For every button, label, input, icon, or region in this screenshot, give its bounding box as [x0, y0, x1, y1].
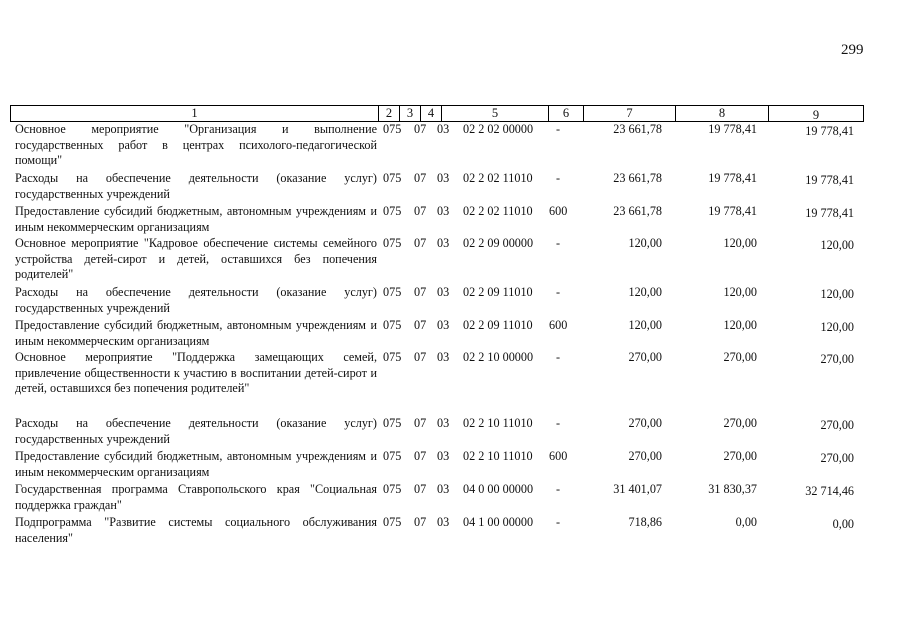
cell-col8: 270,00	[723, 449, 757, 463]
header-col-3: 3	[406, 106, 414, 120]
cell-col5: 02 2 02 00000	[463, 122, 534, 136]
cell-col8: 120,00	[723, 285, 757, 299]
cell-col2: 075	[383, 122, 402, 136]
cell-col8: 31 830,37	[708, 482, 757, 496]
cell-col8: 270,00	[723, 416, 757, 430]
cell-col7: 23 661,78	[613, 204, 662, 218]
cell-col3: 07	[414, 318, 427, 332]
cell-col2: 075	[383, 285, 402, 299]
cell-col3: 07	[414, 285, 427, 299]
header-col-5: 5	[491, 106, 499, 120]
cell-col7: 120,00	[628, 285, 662, 299]
cell-col3: 07	[414, 515, 427, 529]
header-col-2: 2	[385, 106, 393, 120]
cell-col5: 02 2 10 11010	[463, 416, 533, 430]
cell-col4: 03	[437, 449, 450, 463]
cell-col2: 075	[383, 416, 402, 430]
cell-col4: 03	[437, 236, 450, 250]
row-description: Предоставление субсидий бюджетным, автономным учреждениям и иным некоммерческим организациям	[15, 449, 377, 479]
page-number: 299	[841, 42, 864, 58]
cell-col7: 120,00	[628, 236, 662, 250]
row-description: Основное мероприятие "Кадровое обеспечение системы семейного устройства детей-сирот и детей, оставшихся без попечения родителей"	[15, 236, 377, 281]
row-description: Подпрограмма "Развитие системы социального обслуживания населения"	[15, 515, 377, 545]
cell-col3: 07	[414, 236, 427, 250]
cell-col9: 19 778,41	[805, 173, 854, 187]
cell-col6: -	[556, 236, 561, 250]
cell-col5: 04 1 00 00000	[463, 515, 534, 529]
cell-col9: 19 778,41	[805, 124, 854, 138]
cell-col5: 02 2 10 11010	[463, 449, 533, 463]
cell-col6: -	[556, 350, 561, 364]
cell-col6: -	[556, 416, 561, 430]
cell-col4: 03	[437, 204, 450, 218]
cell-col8: 19 778,41	[708, 171, 757, 185]
cell-col2: 075	[383, 236, 402, 250]
cell-col6: 600	[549, 318, 568, 332]
header-col-1: 1	[191, 106, 198, 120]
cell-col4: 03	[437, 285, 450, 299]
cell-col6: -	[556, 515, 561, 529]
cell-col4: 03	[437, 122, 450, 136]
cell-col9: 19 778,41	[805, 206, 854, 220]
cell-col5: 02 2 09 11010	[463, 285, 533, 299]
cell-col7: 31 401,07	[613, 482, 662, 496]
cell-col9: 120,00	[820, 287, 854, 301]
header-col-4: 4	[427, 106, 435, 120]
cell-col7: 23 661,78	[613, 122, 662, 136]
cell-col5: 02 2 10 00000	[463, 350, 534, 364]
cell-col9: 270,00	[820, 451, 854, 465]
cell-col9: 120,00	[820, 320, 854, 334]
cell-col7: 718,86	[628, 515, 662, 529]
cell-col9: 0,00	[832, 517, 854, 531]
cell-col8: 0,00	[735, 515, 757, 529]
cell-col8: 19 778,41	[708, 122, 757, 136]
cell-col7: 23 661,78	[613, 171, 662, 185]
cell-col2: 075	[383, 171, 402, 185]
cell-col6: 600	[549, 449, 568, 463]
row-description: Основное мероприятие "Организация и выполнение государственных работ в центрах психолого-педагогической помощи"	[15, 122, 377, 167]
cell-col6: -	[556, 171, 561, 185]
header-col-6: 6	[562, 106, 570, 120]
table-header	[10, 105, 864, 122]
row-description: Расходы на обеспечение деятельности (оказание услуг) государственных учреждений	[15, 416, 377, 446]
row-description: Предоставление субсидий бюджетным, автономным учреждениям и иным некоммерческим организациям	[15, 204, 377, 234]
cell-col8: 19 778,41	[708, 204, 757, 218]
cell-col3: 07	[414, 171, 427, 185]
cell-col4: 03	[437, 171, 450, 185]
cell-col6: -	[556, 122, 561, 136]
header-col-9: 9	[812, 108, 820, 122]
cell-col4: 03	[437, 318, 450, 332]
cell-col9: 120,00	[820, 238, 854, 252]
cell-col2: 075	[383, 482, 402, 496]
cell-col7: 270,00	[628, 449, 662, 463]
cell-col5: 02 2 02 11010	[463, 204, 533, 218]
header-col-8: 8	[718, 106, 726, 120]
cell-col5: 02 2 09 00000	[463, 236, 534, 250]
cell-col5: 02 2 02 11010	[463, 171, 533, 185]
cell-col9: 270,00	[820, 418, 854, 432]
row-description: Расходы на обеспечение деятельности (оказание услуг) государственных учреждений	[15, 285, 377, 315]
cell-col3: 07	[414, 482, 427, 496]
cell-col4: 03	[437, 350, 450, 364]
cell-col9: 270,00	[820, 352, 854, 366]
cell-col7: 270,00	[628, 350, 662, 364]
cell-col9: 32 714,46	[805, 484, 854, 498]
cell-col3: 07	[414, 350, 427, 364]
cell-col4: 03	[437, 416, 450, 430]
cell-col3: 07	[414, 204, 427, 218]
cell-col3: 07	[414, 122, 427, 136]
cell-col7: 120,00	[628, 318, 662, 332]
cell-col7: 270,00	[628, 416, 662, 430]
cell-col6: -	[556, 285, 561, 299]
cell-col6: 600	[549, 204, 568, 218]
header-col-7: 7	[626, 106, 633, 120]
cell-col4: 03	[437, 515, 450, 529]
cell-col2: 075	[383, 318, 402, 332]
cell-col6: -	[556, 482, 561, 496]
cell-col4: 03	[437, 482, 450, 496]
cell-col5: 02 2 09 11010	[463, 318, 533, 332]
cell-col8: 120,00	[723, 318, 757, 332]
row-description: Государственная программа Ставропольского края "Социальная поддержка граждан"	[15, 482, 377, 512]
row-description: Основное мероприятие "Поддержка замещающих семей, привлечение общественности к участию в воспитании детей-сирот и детей, оставшихся без попечения родителей"	[15, 350, 377, 395]
cell-col8: 270,00	[723, 350, 757, 364]
cell-col5: 04 0 00 00000	[463, 482, 534, 496]
row-description: Предоставление субсидий бюджетным, автономным учреждениям и иным некоммерческим организациям	[15, 318, 377, 348]
cell-col2: 075	[383, 449, 402, 463]
cell-col3: 07	[414, 449, 427, 463]
cell-col2: 075	[383, 204, 402, 218]
cell-col8: 120,00	[723, 236, 757, 250]
cell-col2: 075	[383, 515, 402, 529]
row-description: Расходы на обеспечение деятельности (оказание услуг) государственных учреждений	[15, 171, 377, 201]
cell-col3: 07	[414, 416, 427, 430]
cell-col2: 075	[383, 350, 402, 364]
